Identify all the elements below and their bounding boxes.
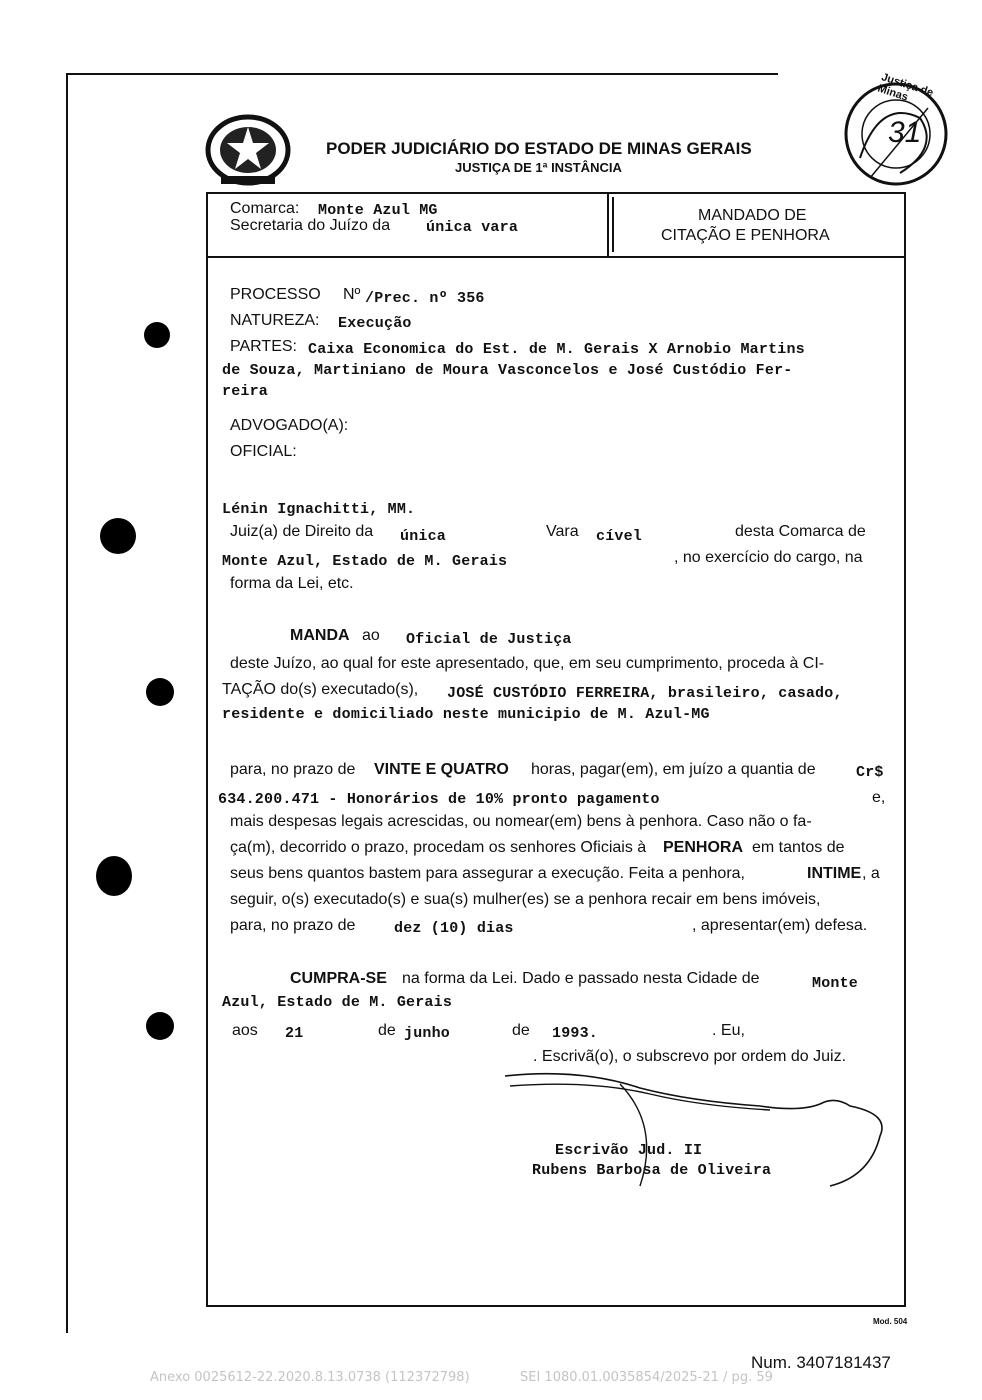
prazo-line4a: ça(m), decorrido o prazo, procedam os senhores Oficiais à [230,839,647,856]
punch-hole-1 [144,322,170,348]
processo-label: PROCESSO [230,286,321,303]
prazo-line7c: , apresentar(em) defesa. [692,917,868,934]
prazo-line6: seguir, o(s) executado(s) e sua(s) mulher(es) se a penhora recair em bens imóveis, [230,891,821,908]
comarca-label: Comarca: [230,200,300,217]
natureza-label: NATUREZA: [230,312,320,329]
prazo-line4b: PENHORA [663,839,744,856]
processo-value: /Prec. nº 356 [365,290,485,307]
judge-line-a2: única [400,528,447,545]
prazo-line7b: dez (10) dias [394,920,514,937]
doc-type-line1: MANDADO DE [698,207,807,224]
doc-type-line2: CITAÇÃO E PENHORA [661,227,830,244]
prazo-line5b: INTIME [807,865,862,882]
left-rule [66,73,68,1333]
punch-hole-3 [146,678,174,706]
cumpra-de1: de [378,1022,396,1039]
judge-line-b2: , no exercício do cargo, na [674,549,863,566]
judge-line-a1: Juiz(a) de Direito da [230,523,374,540]
signature-role: Escrivão Jud. II [555,1142,703,1159]
header-box-divider-2 [612,197,614,252]
cumpra-de2: de [512,1022,530,1039]
court-title: PODER JUDICIÁRIO DO ESTADO DE MINAS GERAIS [326,139,752,158]
footer-sei: SEI 1080.01.0035854/2025-21 / pg. 59 [520,1370,773,1385]
prazo-line1a: para, no prazo de [230,761,356,778]
prazo-currency: Cr$ [856,764,884,781]
cumpra-month: junho [404,1025,451,1042]
judge-line-b1: Monte Azul, Estado de M. Gerais [222,553,508,570]
header-box-bottom [206,256,906,258]
manda-oficial: Oficial de Justiça [406,631,572,648]
judge-line-a4: cível [596,528,643,545]
partes-line1: Caixa Economica do Est. de M. Gerais X Arnobio Martins [308,341,805,358]
partes-line2: de Souza, Martiniano de Moura Vasconcelos e José Custódio Fer- [222,362,793,379]
punch-hole-2 [100,518,136,554]
court-subtitle: JUSTIÇA DE 1ª INSTÂNCIA [455,160,622,175]
processo-no: Nº [343,286,361,303]
stamp-number: 31 [888,116,922,149]
coat-of-arms-emblem [203,113,293,188]
cumpra-word: CUMPRA-SE [290,970,387,987]
cumpra-text: na forma da Lei. Dado e passado nesta Cidade de [402,970,760,987]
natureza-value: Execução [338,315,412,332]
cumpra-year: 1993. [552,1025,599,1042]
punch-hole-5 [146,1012,174,1040]
prazo-line5a: seus bens quantos bastem para assegurar a execução. Feita a penhora, [230,865,745,882]
judge-name: Lénin Ignachitti, MM. [222,501,416,518]
secretaria-label: Secretaria do Juízo da [230,217,391,234]
top-rule [68,73,778,75]
handwritten-signature [500,1066,900,1206]
manda-line3: residente e domiciliado neste municipio de M. Azul-MG [222,706,710,723]
manda-ao: ao [362,627,380,644]
advogado-label: ADVOGADO(A): [230,417,349,434]
prazo-e: e, [872,789,886,806]
judge-line-c: forma da Lei, etc. [230,575,354,592]
partes-label: PARTES: [230,338,297,355]
header-box-divider [607,192,609,257]
prazo-line4c: em tantos de [752,839,845,856]
cumpra-aos: aos [232,1022,258,1039]
prazo-line7a: para, no prazo de [230,917,356,934]
footer-anexo: Anexo 0025612-22.2020.8.13.0738 (112372798) [150,1370,470,1385]
oficial-label: OFICIAL: [230,443,297,460]
partes-line3: reira [222,383,269,400]
prazo-line5c: , a [862,865,880,882]
punch-hole-4 [96,856,132,896]
manda-line1: deste Juízo, ao qual for este apresentado, que, em seu cumprimento, proceda à CI- [230,655,825,672]
manda-line2b: JOSÉ CUSTÓDIO FERREIRA, brasileiro, casado, [447,685,843,702]
manda-line2a: TAÇÃO do(s) executado(s), [222,681,419,698]
judge-line-a5: desta Comarca de [735,523,866,540]
cumpra-eu: . Eu, [712,1022,745,1039]
form-code: Mod. 504 [873,1317,908,1326]
comarca-value: Monte Azul MG [318,202,438,219]
prazo-amount: 634.200.471 - Honorários de 10% pronto pagamento [218,791,660,808]
prazo-line3: mais despesas legais acrescidas, ou nomear(em) bens à penhora. Caso não o fa- [230,813,812,830]
prazo-line1b: VINTE E QUATRO [374,761,509,778]
manda-word: MANDA [290,627,350,644]
secretaria-value: única vara [426,219,519,236]
judge-line-a3: Vara [546,523,579,540]
page-number-num: Num. 3407181437 [751,1353,891,1372]
signature-name: Rubens Barbosa de Oliveira [532,1162,772,1179]
prazo-line1c: horas, pagar(em), em juízo a quantia de [531,761,816,778]
cumpra-city2: Azul, Estado de M. Gerais [222,994,453,1011]
cumpra-escriva: . Escrivã(o), o subscrevo por ordem do Juiz. [533,1048,847,1065]
cumpra-day: 21 [285,1025,304,1042]
stamp-text: Justiça de Minas [876,71,935,104]
cumpra-city1: Monte [812,975,859,992]
court-stamp [840,71,952,190]
